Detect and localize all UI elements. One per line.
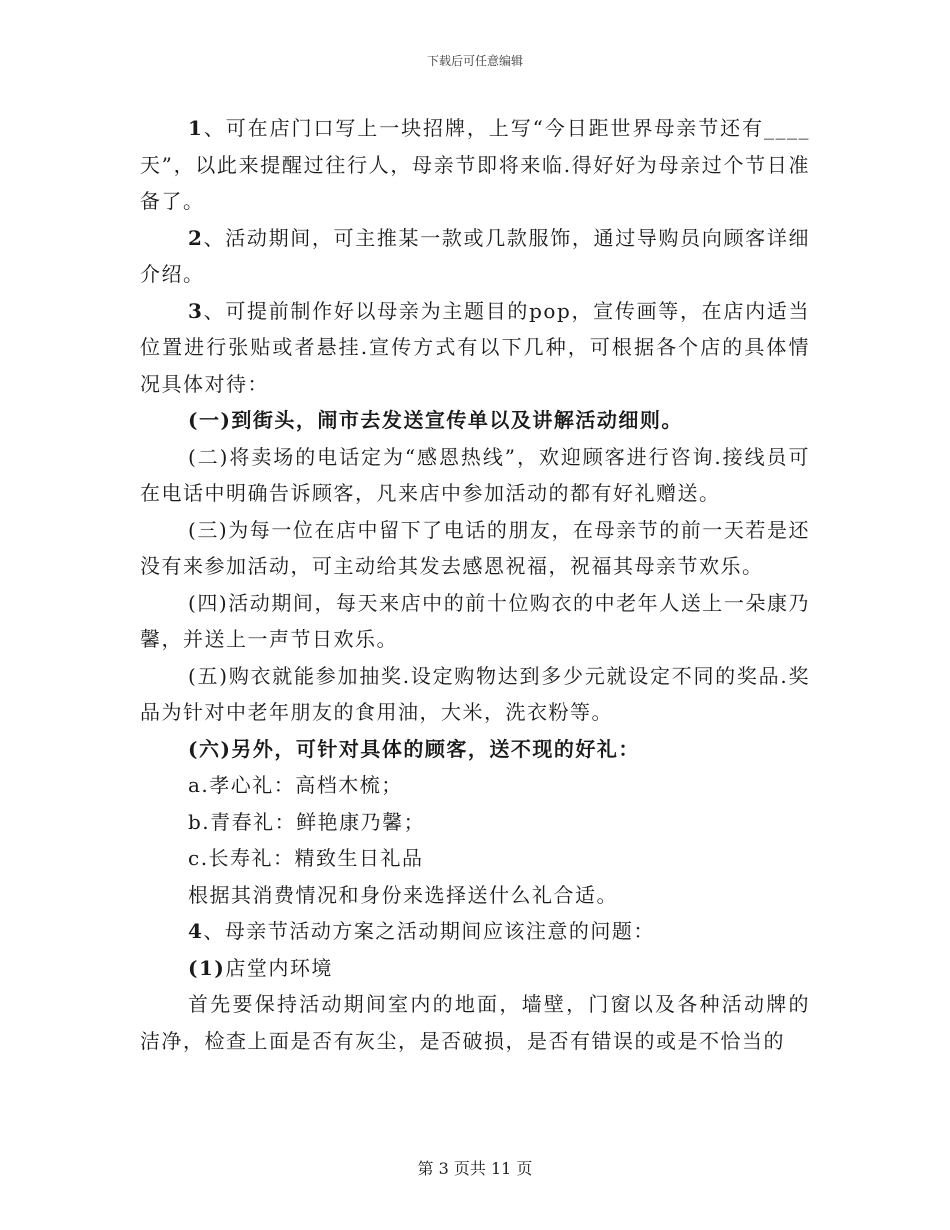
paragraph-text: 店堂内环境 bbox=[225, 955, 333, 980]
paragraph-11: b.青春礼：鲜艳康乃馨； bbox=[188, 809, 426, 834]
paragraph-10: a.孝心礼：高档木梳； bbox=[188, 773, 403, 797]
paragraph-14 bbox=[140, 913, 810, 950]
paragraph-5: (二)将卖场的电话定为“感恩热线”，欢迎顾客进行咨询.接线员可在电话中明确告诉顾客，凡来店中参加活动的都有好礼赠送。 bbox=[140, 444, 810, 505]
item-number: 2 bbox=[188, 225, 204, 250]
paragraph-8: (五)购衣就能参加抽奖.设定购物达到多少元就设定不同的奖品.奖品为针对中老年朋友的食用油，大米，洗衣粉等。 bbox=[140, 663, 810, 724]
paragraph-2 bbox=[140, 220, 810, 293]
paragraph-15 bbox=[140, 950, 810, 987]
paragraph-3 bbox=[140, 293, 810, 403]
paragraph-1 bbox=[140, 110, 810, 220]
paragraph-text: 、母亲节活动方案之活动期间应该注意的问题： bbox=[203, 919, 655, 943]
paragraph-text: 、活动期间，可主推某一款或几款服饰，通过导购员向顾客详细介绍。 bbox=[140, 225, 810, 286]
paragraph-16: 首先要保持活动期间室内的地面，墙壁，门窗以及各种活动牌的洁净，检查上面是否有灰尘，是否破损，是否有错误的或是不恰当的 bbox=[140, 992, 810, 1053]
paragraph-text: 、可在店门口写上一块招牌，上写“今日距世界母亲节还有____天”，以此来提醒过往行人，母亲节即将来临.得好好为母亲过个节日准备了。 bbox=[140, 116, 810, 213]
item-number: 4 bbox=[188, 919, 204, 943]
page-footer: 第 3 页共 11 页 bbox=[417, 1159, 533, 1178]
item-number: (1) bbox=[188, 955, 226, 980]
item-number: 3 bbox=[188, 298, 204, 323]
page-header: 下载后可任意编辑 bbox=[426, 54, 523, 68]
paragraph-9: (六)另外，可针对具体的顾客，送不现的好礼： bbox=[188, 736, 640, 761]
paragraph-12: c.长寿礼：精致生日礼品 bbox=[188, 846, 424, 870]
paragraph-4: (一)到街头，闹市去发送宣传单以及讲解活动细则。 bbox=[188, 408, 683, 432]
paragraph-text: 、可提前制作好以母亲为主题目的pop，宣传画等，在店内适当位置进行张贴或者悬挂.宣传方式有以下几种，可根据各个店的具体情况具体对待： bbox=[140, 298, 810, 396]
paragraph-6: (三)为每一位在店中留下了电话的朋友，在母亲节的前一天若是还没有来参加活动，可主动给其发去感恩祝福，祝福其母亲节欢乐。 bbox=[140, 517, 810, 578]
paragraph-7: (四)活动期间，每天来店中的前十位购衣的中老年人送上一朵康乃馨，并送上一声节日欢乐。 bbox=[140, 590, 810, 651]
item-number: 1 bbox=[188, 116, 204, 140]
document-body bbox=[140, 110, 810, 1059]
paragraph-13: 根据其消费情况和身份来选择送什么礼合适。 bbox=[188, 882, 618, 907]
